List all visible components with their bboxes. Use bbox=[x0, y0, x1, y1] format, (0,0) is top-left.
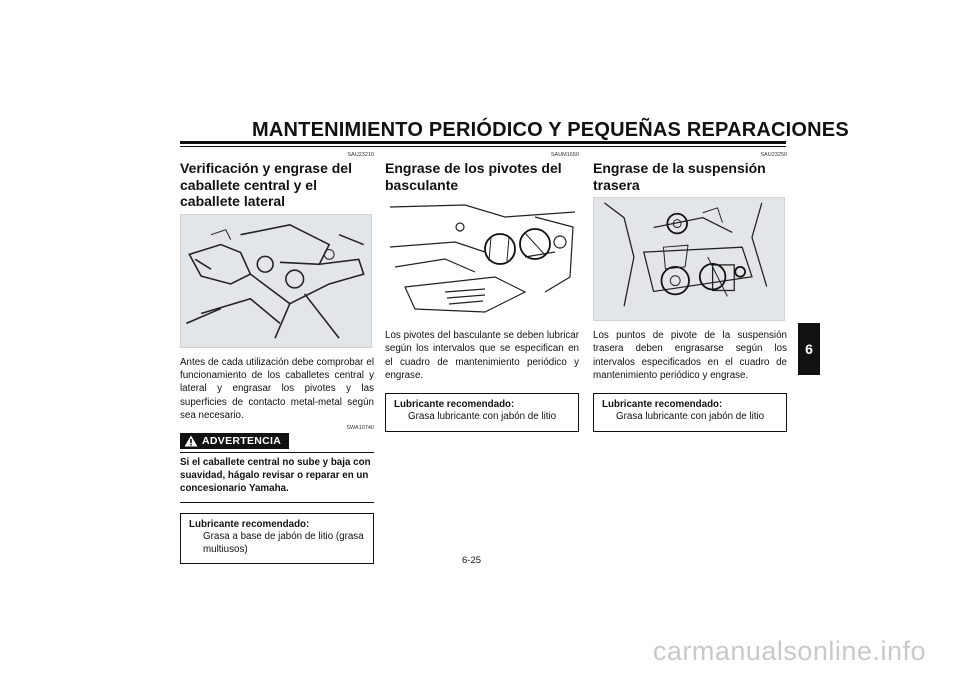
title-rule bbox=[180, 141, 786, 144]
page-title: MANTENIMIENTO PERIÓDICO Y PEQUEÑAS REPARACIONES bbox=[252, 119, 849, 141]
warning-top-rule bbox=[180, 452, 374, 453]
section-code: SAU23210 bbox=[347, 152, 374, 158]
section-body: Antes de cada utilización debe comprobar el funcionamiento de los caballetes central y lateral y engrasar los pivotes y las superficies de contacto metal-metal según sea necesario. bbox=[180, 356, 374, 422]
section-rear-suspension bbox=[593, 152, 787, 432]
section-code: SAU23250 bbox=[760, 152, 787, 158]
lubricant-value: Grasa lubricante con jabón de litio bbox=[616, 411, 765, 423]
section-heading: Verificación y engrase del caballete central y el caballete lateral bbox=[180, 160, 352, 209]
chapter-tab[interactable]: 6 bbox=[798, 323, 820, 375]
section-body: Los pivotes del basculante se deben lubricar según los intervalos que se especifican en el cuadro de mantenimiento periódico y engrase. bbox=[385, 330, 579, 382]
warning-banner bbox=[180, 433, 289, 449]
lubricant-box bbox=[593, 393, 787, 432]
lubricant-box bbox=[385, 393, 579, 432]
warning-triangle-icon bbox=[184, 435, 198, 447]
lubricant-label: Lubricante recomendado: bbox=[189, 518, 310, 530]
section-code: SAUM1650 bbox=[550, 152, 579, 158]
lubricant-value: Grasa lubricante con jabón de litio bbox=[408, 411, 557, 423]
section-heading: Engrase de los pivotes del basculante bbox=[385, 160, 562, 193]
warning-text: Si el caballete central no sube y baja con suavidad, hágalo revisar o reparar en un concesionario Yamaha. bbox=[180, 456, 371, 495]
swingarm-illustration bbox=[385, 197, 577, 321]
section-swingarm-pivots bbox=[385, 152, 579, 432]
swingarm-drawing bbox=[385, 197, 577, 321]
warning-code: SWA10740 bbox=[346, 424, 374, 431]
section-stand-lubrication bbox=[180, 152, 374, 564]
lubricant-label: Lubricante recomendado: bbox=[394, 398, 515, 410]
title-rule-thin bbox=[180, 146, 786, 147]
watermark: carmanualsonline.info bbox=[652, 636, 926, 666]
lubricant-label: Lubricante recomendado: bbox=[602, 398, 723, 410]
warning-label: ADVERTENCIA bbox=[202, 434, 282, 447]
lubricant-value: Grasa a base de jabón de litio (grasa multiusos) bbox=[203, 531, 364, 555]
suspension-illustration bbox=[593, 197, 785, 321]
lubricant-box bbox=[180, 513, 374, 565]
section-heading: Engrase de la suspensión trasera bbox=[593, 160, 766, 193]
section-body: Los puntos de pivote de la suspensión trasera deben engrasarse según los intervalos especificados en el cuadro de mantenimiento periódico y engrase. bbox=[593, 330, 787, 382]
stand-illustration bbox=[180, 214, 372, 348]
stand-drawing bbox=[181, 215, 371, 347]
page-number: 6-25 bbox=[462, 555, 482, 566]
suspension-drawing bbox=[594, 198, 784, 320]
warning-bottom-rule bbox=[180, 502, 374, 503]
